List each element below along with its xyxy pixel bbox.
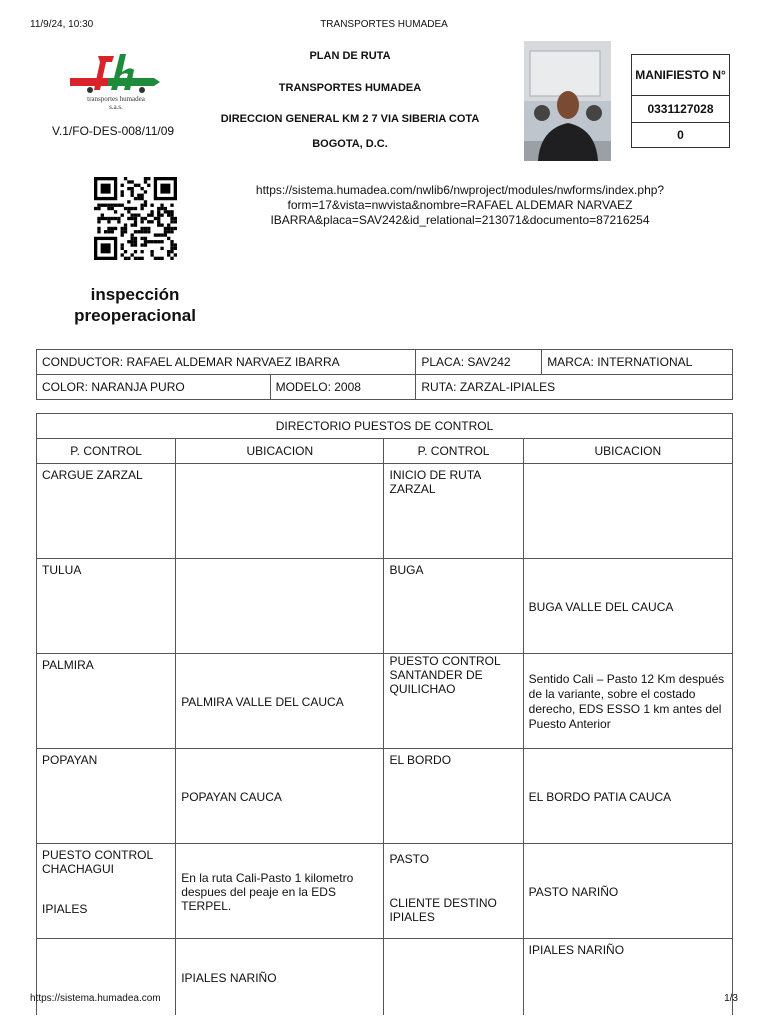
control-point: EL BORDO <box>384 749 523 844</box>
form-version: V.1/FO-DES-008/11/09 <box>52 124 175 138</box>
header-p-control: P. CONTROL <box>37 439 176 464</box>
location: Sentido Cali – Pasto 12 Km después de la variante, sobre el costado derecho, EDS ESSO 1 km antes del Puesto Anterior <box>523 654 732 749</box>
marca-cell: MARCA: INTERNATIONAL <box>542 350 733 375</box>
ruta-cell: RUTA: ZARZAL-IPIALES <box>416 375 733 400</box>
control-point: INICIO DE RUTA ZARZAL <box>384 464 523 559</box>
url-line: IBARRA&placa=SAV242&id_relational=213071&documento=87216254 <box>270 213 650 227</box>
header-p-control: P. CONTROL <box>384 439 523 464</box>
form-url[interactable] <box>240 183 680 228</box>
location: PASTO NARIÑO <box>523 844 732 939</box>
driver-photo <box>524 41 611 161</box>
table-row <box>37 559 733 654</box>
table-row <box>37 464 733 559</box>
control-point: TULUA <box>37 559 176 654</box>
location: EL BORDO PATIA CAUCA <box>523 749 732 844</box>
location <box>523 464 732 559</box>
title-company: TRANSPORTES HUMADEA <box>278 82 422 94</box>
print-datetime: 11/9/24, 10:30 <box>30 19 94 30</box>
title-plan-de-ruta: PLAN DE RUTA <box>309 50 391 62</box>
table-row <box>37 749 733 844</box>
manifest-value: 0 <box>677 128 684 142</box>
manifest-number: 0331127028 <box>632 96 729 123</box>
print-page-title: TRANSPORTES HUMADEA <box>320 19 448 30</box>
control-point <box>384 939 523 1016</box>
section-title: inspección preoperacional <box>74 285 196 325</box>
location: En la ruta Cali-Pasto 1 kilometro despues del peaje en la EDS TERPEL. <box>176 844 384 939</box>
print-page-number: 1/3 <box>724 993 738 1004</box>
title-address: DIRECCION GENERAL KM 2 7 VIA SIBERIA COTA <box>220 113 480 125</box>
modelo-cell: MODELO: 2008 <box>270 375 416 400</box>
qr-code-icon <box>94 177 177 260</box>
directory-title: DIRECTORIO PUESTOS DE CONTROL <box>37 414 733 439</box>
manifest-label: MANIFIESTO N° <box>632 55 729 96</box>
control-point: PASTO <box>389 852 430 866</box>
control-point: CARGUE ZARZAL <box>37 464 176 559</box>
location: IPIALES NARIÑO <box>523 939 732 1016</box>
location: PALMIRA VALLE DEL CAUCA <box>176 654 384 749</box>
color-cell: COLOR: NARANJA PURO <box>37 375 271 400</box>
print-footer-url: https://sistema.humadea.com <box>30 993 161 1004</box>
title-city: BOGOTA, D.C. <box>312 138 388 150</box>
header-ubicacion: UBICACION <box>523 439 732 464</box>
control-point: CLIENTE DESTINO IPIALES <box>389 896 497 924</box>
control-point: PUESTO CONTROL CHACHAGUI <box>42 848 153 876</box>
location: POPAYAN CAUCA <box>176 749 384 844</box>
conductor-cell: CONDUCTOR: RAFAEL ALDEMAR NARVAEZ IBARRA <box>37 350 416 375</box>
header-ubicacion: UBICACION <box>176 439 384 464</box>
control-point: POPAYAN <box>37 749 176 844</box>
control-point-group <box>37 844 176 939</box>
table-row <box>37 844 733 939</box>
placa-cell: PLACA: SAV242 <box>416 350 542 375</box>
manifest-box <box>631 54 730 148</box>
location <box>176 559 384 654</box>
control-point: BUGA <box>384 559 523 654</box>
control-point: IPIALES <box>42 902 88 916</box>
location: BUGA VALLE DEL CAUCA <box>523 559 732 654</box>
logo-caption: transportes humadea s.a.s. <box>87 95 145 111</box>
url-line: form=17&vista=nwvista&nombre=RAFAEL ALDEMAR NARVAEZ <box>287 198 633 212</box>
table-row <box>37 654 733 749</box>
control-points-table <box>36 413 733 1015</box>
location: IPIALES NARIÑO <box>176 939 384 1016</box>
vehicle-info-table <box>36 349 733 400</box>
control-point-group <box>384 844 523 939</box>
url-line: https://sistema.humadea.com/nwlib6/nwproject/modules/nwforms/index.php? <box>255 183 665 197</box>
control-point: PUESTO CONTROL SANTANDER DE QUILICHAO <box>384 654 523 749</box>
control-point: PALMIRA <box>37 654 176 749</box>
location <box>176 464 384 559</box>
